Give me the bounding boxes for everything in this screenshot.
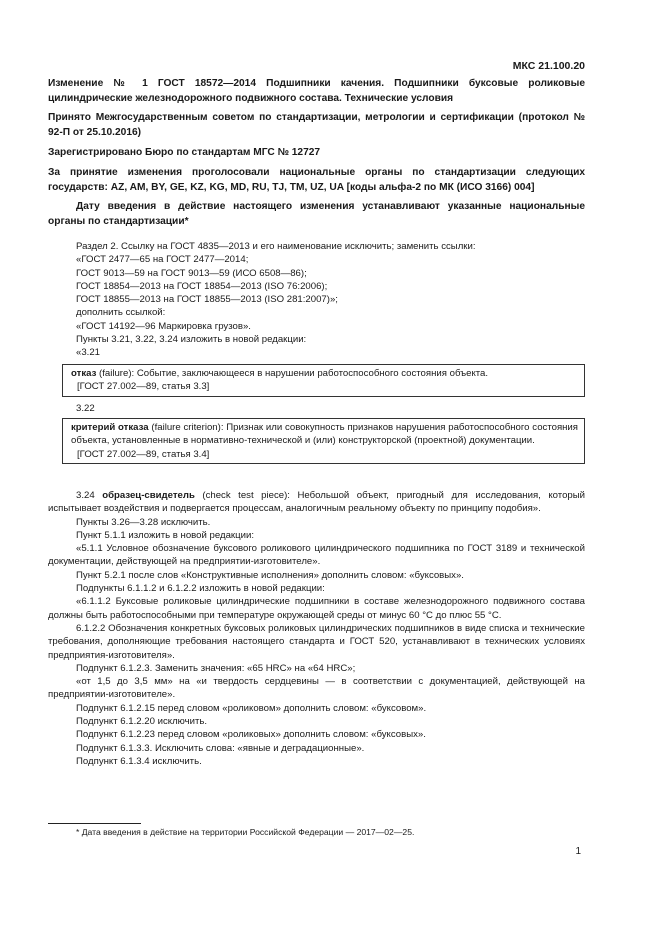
text-line: «3.21 — [76, 347, 101, 359]
term-failure-criterion: критерий отказа — [71, 422, 149, 433]
adopted-by: Принято Межгосударственным советом по стандартизации, метрологии и сертификации (протокол № 92-П от 25.10.2016) — [48, 112, 585, 139]
text-line: Пункты 3.26—3.28 исключить. — [76, 516, 211, 528]
text-line: ГОСТ 18854—2013 на ГОСТ 18854—2013 (ISO 76:2006); — [76, 280, 328, 292]
term-check-test-piece: образец-свидетель — [102, 490, 195, 501]
definition-text: (check test piece): Небольшой объект, пригодный для исследования, который испытывает воздействия и подвергается процессам, аналогичным реальному объекту по принципу подобия». — [48, 490, 585, 515]
text-line: «ГОСТ 14192—96 Маркировка грузов». — [76, 320, 251, 332]
footnote: * Дата введения в действие на территории Российской Федерации — 2017—02—25. — [76, 827, 415, 837]
text-line: Пункты 3.21, 3.22, 3.24 изложить в новой редакции: — [76, 334, 307, 346]
definition-reference: [ГОСТ 27.002—89, статья 3.3] — [77, 381, 210, 393]
text-line: 6.1.2.2 Обозначения конкретных буксовых роликовых цилиндрических подшипников в виде списка и технические требования, дополняющие требования настоящего стандарта и ГОСТ 520, устанавливают в технических условиях предприятия-изготовителя». — [48, 622, 585, 661]
classification-code: МКС 21.100.20 — [512, 60, 585, 72]
text-line: Подпункт 6.1.2.20 исключить. — [76, 716, 208, 728]
text-line: «ГОСТ 2477—65 на ГОСТ 2477—2014; — [76, 254, 249, 266]
text-line: Подпункт 6.1.2.23 перед словом «роликовых» дополнить словом: «буксовых». — [76, 729, 426, 741]
clause-number: 3.24 — [76, 490, 103, 501]
text-line: Подпункт 6.1.3.3. Исключить слова: «явные и деградационные». — [76, 742, 365, 754]
section-2-block — [48, 240, 585, 360]
text-line: «от 1,5 до 3,5 мм» на «и твердость сердцевины — в соответствии с документацией, действующей на предприятии-изготовителе». — [48, 676, 585, 701]
text-line: Пункт 5.2.1 после слов «Конструктивные исполнения» дополнить словом: «буксовых». — [76, 569, 464, 581]
definition-reference: [ГОСТ 27.002—89, статья 3.4] — [77, 448, 210, 460]
text-line: Раздел 2. Ссылку на ГОСТ 4835—2013 и его наименование исключить; заменить ссылки: — [76, 241, 476, 252]
voting-states: За принятие изменения проголосовали национальные органы по стандартизации следующих государств: AZ, AM, BY, GE, KZ, KG, MD, RU, TJ, TM, UZ, UA [коды альфа-2 по МК (ИСО 3166) 004] — [48, 167, 585, 194]
text-line: ГОСТ 18855—2013 на ГОСТ 18855—2013 (ISO 281:2007)»; — [76, 294, 338, 306]
text-line: Подпункт 6.1.3.4 исключить. — [76, 755, 202, 767]
definition-box-3-22 — [62, 418, 585, 464]
registration: Зарегистрировано Бюро по стандартам МГС № 12727 — [48, 147, 321, 158]
footnote-divider — [48, 823, 141, 824]
definition-box-3-21 — [62, 364, 585, 397]
text-line: дополнить ссылкой: — [76, 307, 166, 319]
effective-date-note: Дату введения в действие настоящего изменения устанавливают указанные национальные органы по стандартизации* — [48, 201, 585, 228]
text-line: Подпункт 6.1.2.15 перед словом «роликовом» дополнить словом: «буксовом». — [76, 702, 427, 714]
term-failure: отказ — [71, 368, 97, 379]
text-line: Подпункты 6.1.1.2 и 6.1.2.2 изложить в новой редакции: — [76, 583, 325, 595]
amendments-block — [48, 489, 585, 768]
definition-text: (failure criterion): Признак или совокупность признаков нарушения работоспособного состояния объекта, установленные в нормативно-технической и (или) конструкторской (проектной) документации. — [71, 422, 578, 447]
definition-text: (failure): Событие, заключающееся в нарушении работоспособного состояния объекта. — [96, 368, 489, 379]
text-line: Подпункт 6.1.2.3. Заменить значения: «65 HRC» на «64 HRC»; — [76, 662, 356, 674]
clause-number-3-22: 3.22 — [76, 403, 95, 414]
amendment-title: Изменение № 1 ГОСТ 18572—2014 Подшипники качения. Подшипники буксовые роликовые цилиндрические железнодорожного подвижного состава. Технические условия — [48, 78, 585, 105]
text-line: «5.1.1 Условное обозначение буксового роликового цилиндрического подшипника по ГОСТ 3189 и технической документации, действующей на предприятии-изготовителе». — [48, 543, 585, 568]
text-line: Пункт 5.1.1 изложить в новой редакции: — [76, 529, 254, 541]
text-line: «6.1.1.2 Буксовые роликовые цилиндрические подшипники в составе железнодорожного подвижного состава должны быть работоспособными при температуре окружающей среды от минус 60 °С до плюс 55 °С. — [48, 596, 585, 621]
page-number: 1 — [575, 846, 581, 857]
text-line: ГОСТ 9013—59 на ГОСТ 9013—59 (ИСО 6508—86); — [76, 267, 307, 279]
